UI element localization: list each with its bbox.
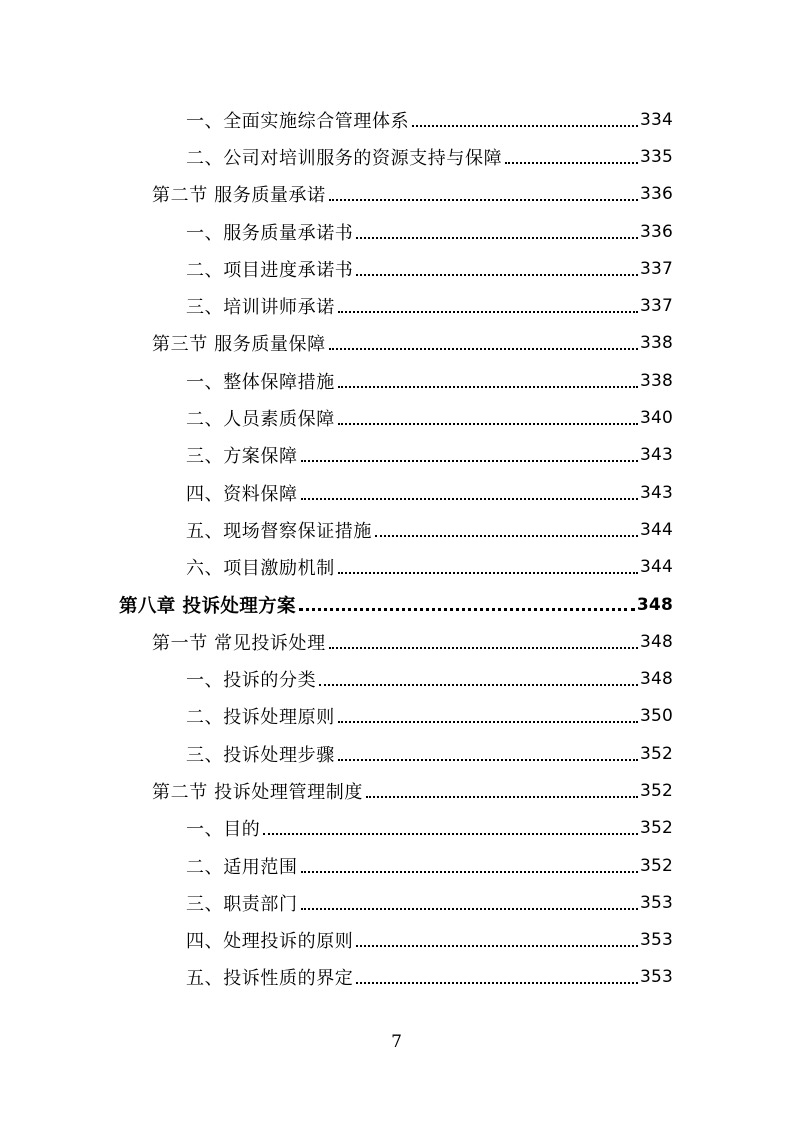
toc-subsection-entry[interactable] xyxy=(0,922,793,959)
dot-leader xyxy=(356,237,638,239)
toc-entry-title: 二、人员素质保障 xyxy=(186,409,335,431)
dot-leader xyxy=(299,608,635,611)
toc-entry-page: 350 xyxy=(639,706,673,727)
toc-section-entry[interactable] xyxy=(0,623,793,660)
toc-entry-title: 第一节 常见投诉处理 xyxy=(152,632,326,654)
toc-entry-page: 338 xyxy=(639,370,673,391)
toc-entry-page: 353 xyxy=(639,930,673,951)
dot-leader xyxy=(301,908,638,910)
dot-leader xyxy=(505,162,638,164)
toc-subsection-entry[interactable] xyxy=(0,698,793,735)
dot-leader xyxy=(319,684,638,686)
toc-entry-title: 三、方案保障 xyxy=(186,446,298,468)
toc-subsection-entry[interactable] xyxy=(0,959,793,996)
toc-subsection-entry[interactable] xyxy=(0,362,793,399)
toc-entry-title: 一、目的 xyxy=(186,819,261,841)
toc-entry-title: 二、项目进度承诺书 xyxy=(186,259,354,281)
toc-subsection-entry[interactable] xyxy=(0,847,793,884)
toc-entry-title: 二、投诉处理原则 xyxy=(186,707,335,729)
toc-subsection-entry[interactable] xyxy=(0,511,793,548)
toc-entry-page: 337 xyxy=(639,296,673,317)
dot-leader xyxy=(356,945,638,947)
toc-subsection-entry[interactable] xyxy=(0,437,793,474)
dot-leader xyxy=(301,871,638,873)
toc-entry-page: 352 xyxy=(639,855,673,876)
toc-entry-title: 一、全面实施综合管理体系 xyxy=(186,110,410,132)
dot-leader xyxy=(301,498,638,500)
toc-subsection-entry[interactable] xyxy=(0,549,793,586)
toc-entry-page: 336 xyxy=(639,221,673,242)
toc-subsection-entry[interactable] xyxy=(0,735,793,772)
toc-entry-title: 六、项目激励机制 xyxy=(186,558,335,580)
toc-entry-title: 二、公司对培训服务的资源支持与保障 xyxy=(186,147,503,169)
toc-entry-title: 四、资料保障 xyxy=(186,483,298,505)
dot-leader xyxy=(329,647,638,649)
dot-leader xyxy=(338,386,638,388)
dot-leader xyxy=(356,274,638,276)
toc-chapter-entry[interactable] xyxy=(0,586,793,623)
toc-entry-title: 三、职责部门 xyxy=(186,893,298,915)
dot-leader xyxy=(338,311,638,313)
toc-section-entry[interactable] xyxy=(0,772,793,809)
toc-subsection-entry[interactable] xyxy=(0,474,793,511)
toc-subsection-entry[interactable] xyxy=(0,138,793,175)
toc-entry-page: 343 xyxy=(639,445,673,466)
toc-subsection-entry[interactable] xyxy=(0,399,793,436)
toc-entry-page: 338 xyxy=(639,333,673,354)
toc-entry-page: 334 xyxy=(639,109,673,130)
toc-subsection-entry[interactable] xyxy=(0,660,793,697)
dot-leader xyxy=(338,572,638,574)
toc-entry-page: 348 xyxy=(636,594,673,615)
toc-entry-page: 337 xyxy=(639,258,673,279)
toc-entry-page: 352 xyxy=(639,780,673,801)
page-number: 7 xyxy=(391,1032,402,1052)
toc-entry-title: 一、整体保障措施 xyxy=(186,371,335,393)
toc-entry-page: 348 xyxy=(639,631,673,652)
dot-leader xyxy=(338,759,638,761)
toc-entry-title: 一、投诉的分类 xyxy=(186,670,317,692)
toc-entry-page: 352 xyxy=(639,743,673,764)
toc-entry-page: 336 xyxy=(639,184,673,205)
dot-leader xyxy=(329,348,638,350)
dot-leader xyxy=(263,833,638,835)
toc-subsection-entry[interactable] xyxy=(0,101,793,138)
toc-entry-title: 四、处理投诉的原则 xyxy=(186,931,354,953)
toc-entry-title: 第二节 投诉处理管理制度 xyxy=(152,781,363,803)
toc-subsection-entry[interactable] xyxy=(0,287,793,324)
toc-section-entry[interactable] xyxy=(0,176,793,213)
dot-leader xyxy=(338,423,638,425)
toc-entry-page: 353 xyxy=(639,967,673,988)
toc-subsection-entry[interactable] xyxy=(0,213,793,250)
toc-entry-page: 348 xyxy=(639,669,673,690)
dot-leader xyxy=(329,199,638,201)
dot-leader xyxy=(375,535,638,537)
toc-entry-title: 一、服务质量承诺书 xyxy=(186,222,354,244)
dot-leader xyxy=(301,460,638,462)
toc-entry-title: 三、培训讲师承诺 xyxy=(186,297,335,319)
toc-entry-page: 344 xyxy=(639,557,673,578)
toc-entry-title: 五、投诉性质的界定 xyxy=(186,968,354,990)
dot-leader xyxy=(366,796,638,798)
toc-entry-page: 352 xyxy=(639,818,673,839)
toc-subsection-entry[interactable] xyxy=(0,884,793,921)
toc-entry-title: 三、投诉处理步骤 xyxy=(186,744,335,766)
dot-leader xyxy=(356,982,638,984)
toc-entry-title: 第二节 服务质量承诺 xyxy=(152,185,326,207)
toc-entry-page: 344 xyxy=(639,519,673,540)
toc-entry-page: 340 xyxy=(639,408,673,429)
toc-entry-page: 335 xyxy=(639,146,673,167)
toc-subsection-entry[interactable] xyxy=(0,250,793,287)
toc-entry-title: 第三节 服务质量保障 xyxy=(152,334,326,356)
dot-leader xyxy=(338,721,638,723)
toc-entry-title: 第八章 投诉处理方案 xyxy=(119,595,296,617)
toc-entry-page: 343 xyxy=(639,482,673,503)
dot-leader xyxy=(412,125,638,127)
toc-section-entry[interactable] xyxy=(0,325,793,362)
toc-entry-title: 五、现场督察保证措施 xyxy=(186,520,372,542)
toc-subsection-entry[interactable] xyxy=(0,810,793,847)
table-of-contents xyxy=(0,101,793,996)
toc-entry-title: 二、适用范围 xyxy=(186,856,298,878)
toc-entry-page: 353 xyxy=(639,892,673,913)
